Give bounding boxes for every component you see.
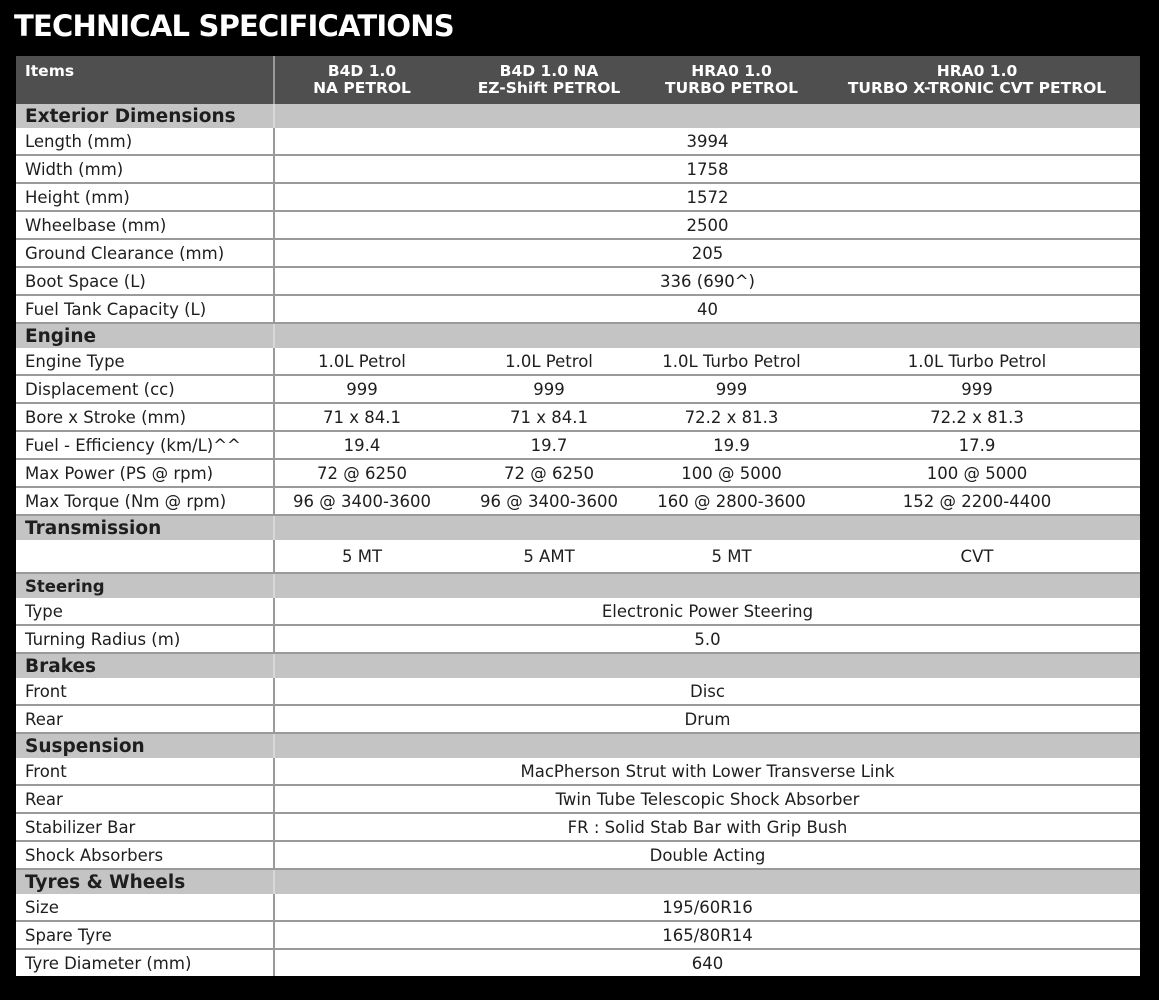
cell-value: 19.9 [649, 431, 814, 459]
cell-value: 71 x 84.1 [274, 403, 449, 431]
section-title: Brakes [16, 653, 274, 678]
variant-header-line2: NA PETROL [313, 78, 411, 97]
row-value: Double Acting [274, 841, 1140, 869]
table-row [16, 459, 1140, 487]
section-title: Steering [16, 573, 274, 598]
table-row [16, 949, 1140, 976]
row-label: Height (mm) [16, 183, 274, 211]
cell-value: 72.2 x 81.3 [649, 403, 814, 431]
cell-value: 72 @ 6250 [449, 459, 649, 487]
row-value: FR : Solid Stab Bar with Grip Bush [274, 813, 1140, 841]
row-label: Displacement (cc) [16, 375, 274, 403]
row-label: Front [16, 678, 274, 705]
cell-value: 5 MT [649, 540, 814, 573]
row-value: Electronic Power Steering [274, 598, 1140, 625]
row-value: 1758 [274, 155, 1140, 183]
variant-header-b4d-ezshift [449, 56, 649, 104]
row-value: 205 [274, 239, 1140, 267]
table-row [16, 758, 1140, 785]
row-value: 165/80R14 [274, 921, 1140, 949]
cell-value: 19.4 [274, 431, 449, 459]
row-label: Type [16, 598, 274, 625]
page-title: TECHNICAL SPECIFICATIONS [14, 9, 454, 43]
row-label [16, 540, 274, 573]
spec-table [16, 56, 1140, 976]
row-label: Max Torque (Nm @ rpm) [16, 487, 274, 515]
section-title: Exterior Dimensions [16, 104, 274, 129]
variant-header-line1: B4D 1.0 [327, 61, 397, 80]
variant-header-line1: HRA0 1.0 [691, 61, 772, 80]
row-label: Rear [16, 705, 274, 733]
table-row [16, 403, 1140, 431]
cell-value: 1.0L Petrol [274, 348, 449, 375]
table-row [16, 841, 1140, 869]
row-label: Size [16, 894, 274, 921]
variant-header-hra0-turbo [649, 56, 814, 104]
cell-value: 5 AMT [449, 540, 649, 573]
section-title: Engine [16, 323, 274, 348]
variant-header-line1: B4D 1.0 NA [499, 61, 599, 80]
row-value: Disc [274, 678, 1140, 705]
cell-value: 152 @ 2200-4400 [814, 487, 1140, 515]
cell-value: 1.0L Petrol [449, 348, 649, 375]
cell-value: 72.2 x 81.3 [814, 403, 1140, 431]
cell-value: CVT [814, 540, 1140, 573]
section-header-brakes [16, 653, 1140, 678]
row-label: Front [16, 758, 274, 785]
row-label: Stabilizer Bar [16, 813, 274, 841]
table-row [16, 375, 1140, 403]
section-title: Transmission [16, 515, 274, 540]
row-value: 3994 [274, 128, 1140, 155]
row-value: Drum [274, 705, 1140, 733]
row-label: Boot Space (L) [16, 267, 274, 295]
cell-value: 72 @ 6250 [274, 459, 449, 487]
table-row [16, 785, 1140, 813]
row-label: Spare Tyre [16, 921, 274, 949]
table-row [16, 813, 1140, 841]
cell-value: 96 @ 3400-3600 [274, 487, 449, 515]
table-row [16, 705, 1140, 733]
row-label: Rear [16, 785, 274, 813]
table-row [16, 598, 1140, 625]
row-value: 640 [274, 949, 1140, 976]
row-value: 336 (690^) [274, 267, 1140, 295]
table-row [16, 921, 1140, 949]
row-label: Shock Absorbers [16, 841, 274, 869]
cell-value: 999 [449, 375, 649, 403]
section-header-engine [16, 323, 1140, 348]
cell-value: 1.0L Turbo Petrol [649, 348, 814, 375]
row-label: Fuel Tank Capacity (L) [16, 295, 274, 323]
cell-value: 999 [814, 375, 1140, 403]
table-header-row [16, 56, 1140, 104]
row-label: Max Power (PS @ rpm) [16, 459, 274, 487]
table-row [16, 267, 1140, 295]
section-title: Tyres & Wheels [16, 869, 274, 894]
variant-header-line2: TURBO PETROL [665, 78, 798, 97]
table-row [16, 431, 1140, 459]
table-row [16, 183, 1140, 211]
section-title: Suspension [16, 733, 274, 758]
variant-header-b4d-na [274, 56, 449, 104]
cell-value: 5 MT [274, 540, 449, 573]
row-label: Width (mm) [16, 155, 274, 183]
section-header-tyres-wheels [16, 869, 1140, 894]
table-row [16, 625, 1140, 653]
row-label: Bore x Stroke (mm) [16, 403, 274, 431]
variant-header-line1: HRA0 1.0 [936, 61, 1018, 80]
section-header-suspension [16, 733, 1140, 758]
section-header-steering [16, 573, 1140, 598]
table-row [16, 348, 1140, 375]
table-row [16, 128, 1140, 155]
variant-header-line2: TURBO X-TRONIC CVT PETROL [847, 78, 1107, 97]
spec-table-container [16, 56, 1140, 976]
cell-value: 160 @ 2800-3600 [649, 487, 814, 515]
table-row [16, 211, 1140, 239]
row-label: Fuel - Efficiency (km/L)^^ [16, 431, 274, 459]
row-label: Ground Clearance (mm) [16, 239, 274, 267]
cell-value: 1.0L Turbo Petrol [814, 348, 1140, 375]
cell-value: 999 [649, 375, 814, 403]
section-header-exterior-dimensions [16, 104, 1140, 129]
table-row [16, 295, 1140, 323]
row-value: 1572 [274, 183, 1140, 211]
items-column-header: Items [16, 56, 274, 104]
row-label: Tyre Diameter (mm) [16, 949, 274, 976]
variant-header-line2: EZ-Shift PETROL [477, 78, 621, 97]
cell-value: 100 @ 5000 [649, 459, 814, 487]
cell-value: 71 x 84.1 [449, 403, 649, 431]
table-row [16, 540, 1140, 573]
row-label: Wheelbase (mm) [16, 211, 274, 239]
table-row [16, 487, 1140, 515]
row-value: 2500 [274, 211, 1140, 239]
table-row [16, 678, 1140, 705]
row-label: Engine Type [16, 348, 274, 375]
row-value: 40 [274, 295, 1140, 323]
cell-value: 19.7 [449, 431, 649, 459]
row-value: Twin Tube Telescopic Shock Absorber [274, 785, 1140, 813]
cell-value: 17.9 [814, 431, 1140, 459]
row-label: Turning Radius (m) [16, 625, 274, 653]
table-row [16, 155, 1140, 183]
cell-value: 96 @ 3400-3600 [449, 487, 649, 515]
cell-value: 999 [274, 375, 449, 403]
table-row [16, 894, 1140, 921]
row-value: 5.0 [274, 625, 1140, 653]
variant-header-hra0-cvt [814, 56, 1140, 104]
table-row [16, 239, 1140, 267]
row-label: Length (mm) [16, 128, 274, 155]
section-header-transmission [16, 515, 1140, 540]
cell-value: 100 @ 5000 [814, 459, 1140, 487]
row-value: MacPherson Strut with Lower Transverse Link [274, 758, 1140, 785]
row-value: 195/60R16 [274, 894, 1140, 921]
